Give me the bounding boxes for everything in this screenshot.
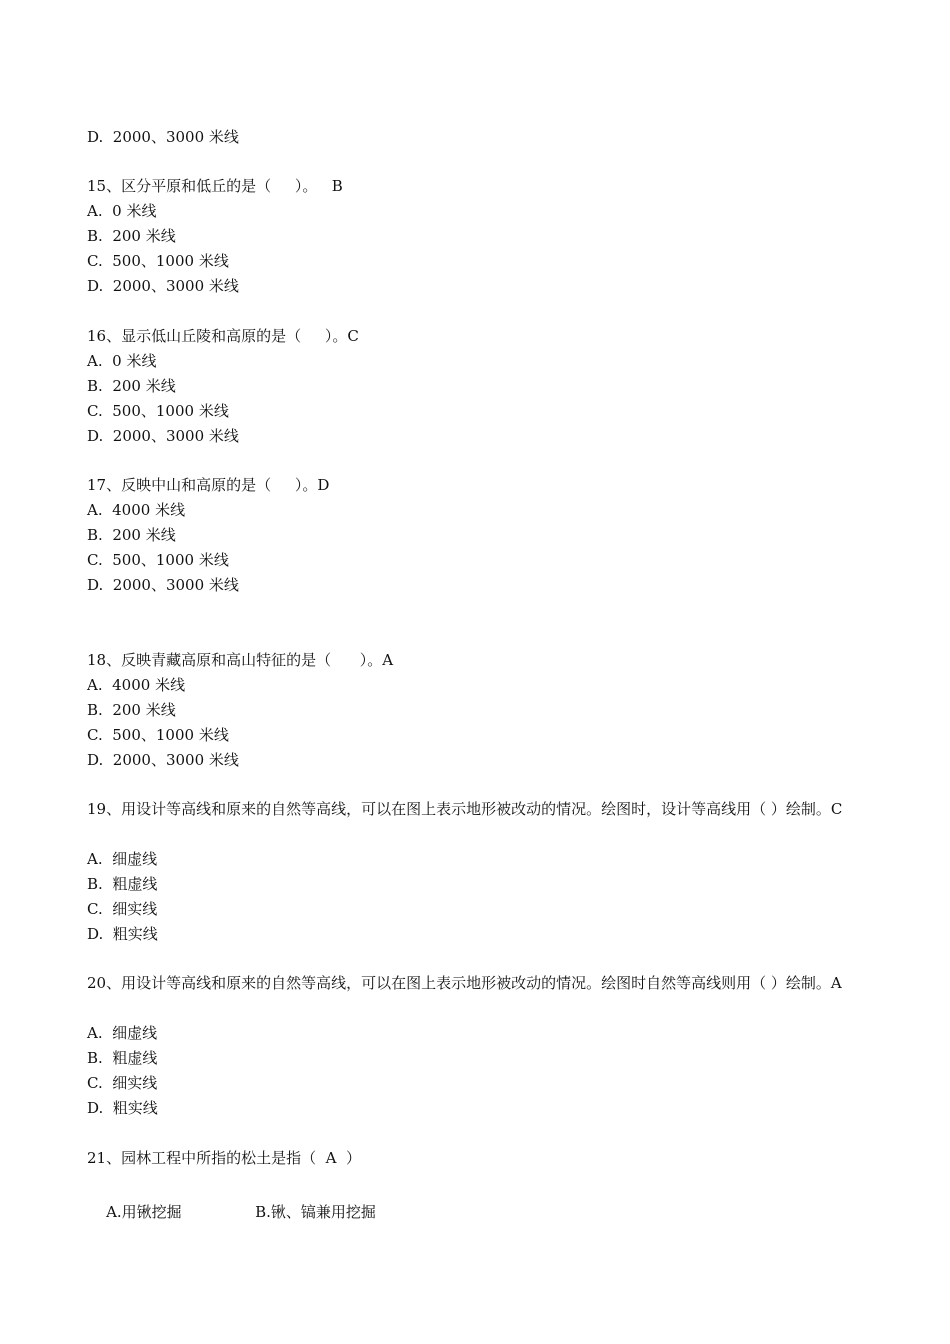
option-b: B. 200 米线: [87, 227, 176, 245]
option-c: C. 500、1000 米线: [87, 252, 229, 270]
option-d: D. 粗实线: [87, 1099, 158, 1117]
option-d: D. 2000、3000 米线: [87, 277, 239, 295]
option-c: C. 500、1000 米线: [87, 551, 229, 569]
option-b: B. 200 米线: [87, 526, 176, 544]
option-c: C. 细实线: [87, 900, 158, 918]
option-a: A. 细虚线: [87, 850, 158, 868]
option-b: B.锹、镐兼用挖掘: [255, 1203, 376, 1221]
question-19: 19、用设计等高线和原来的自然等高线，可以在图上表示地形被改动的情况。绘图时，设计等高线用（ ）绘制。C: [87, 800, 843, 818]
option-row: [87, 1182, 376, 1242]
option-c: C. 500、1000 米线: [87, 402, 229, 420]
option-b: B. 200 米线: [87, 377, 176, 395]
question-16: 16、显示低山丘陵和高原的是（ ）。C: [87, 327, 359, 345]
option-a: A. 0 米线: [87, 352, 157, 370]
option-b: B. 200 米线: [87, 701, 176, 719]
option-a: A. 4000 米线: [87, 501, 186, 519]
option-c: C. 细实线: [87, 1074, 158, 1092]
question-17: 17、反映中山和高原的是（ ）。D: [87, 476, 330, 494]
option-a: A. 0 米线: [87, 202, 157, 220]
option-d: D. 2000、3000 米线: [87, 128, 239, 146]
option-b: B. 粗虚线: [87, 1049, 158, 1067]
option-d: D. 粗实线: [87, 925, 158, 943]
option-c: C. 500、1000 米线: [87, 726, 229, 744]
option-d: D. 2000、3000 米线: [87, 751, 239, 769]
question-20: 20、用设计等高线和原来的自然等高线，可以在图上表示地形被改动的情况。绘图时自然等高线则用（ ）绘制。A: [87, 974, 842, 992]
question-21: 21、园林工程中所指的松土是指（ A ）: [87, 1149, 361, 1167]
option-a: A.用锹挖掘: [106, 1203, 182, 1221]
option-a: A. 4000 米线: [87, 676, 186, 694]
option-a: A. 细虚线: [87, 1024, 158, 1042]
question-18: 18、反映青藏高原和高山特征的是（ ）。A: [87, 651, 394, 669]
option-d: D. 2000、3000 米线: [87, 576, 239, 594]
question-15: 15、区分平原和低丘的是（ ）。 B: [87, 177, 343, 195]
option-d: D. 2000、3000 米线: [87, 427, 239, 445]
option-b: B. 粗虚线: [87, 875, 158, 893]
